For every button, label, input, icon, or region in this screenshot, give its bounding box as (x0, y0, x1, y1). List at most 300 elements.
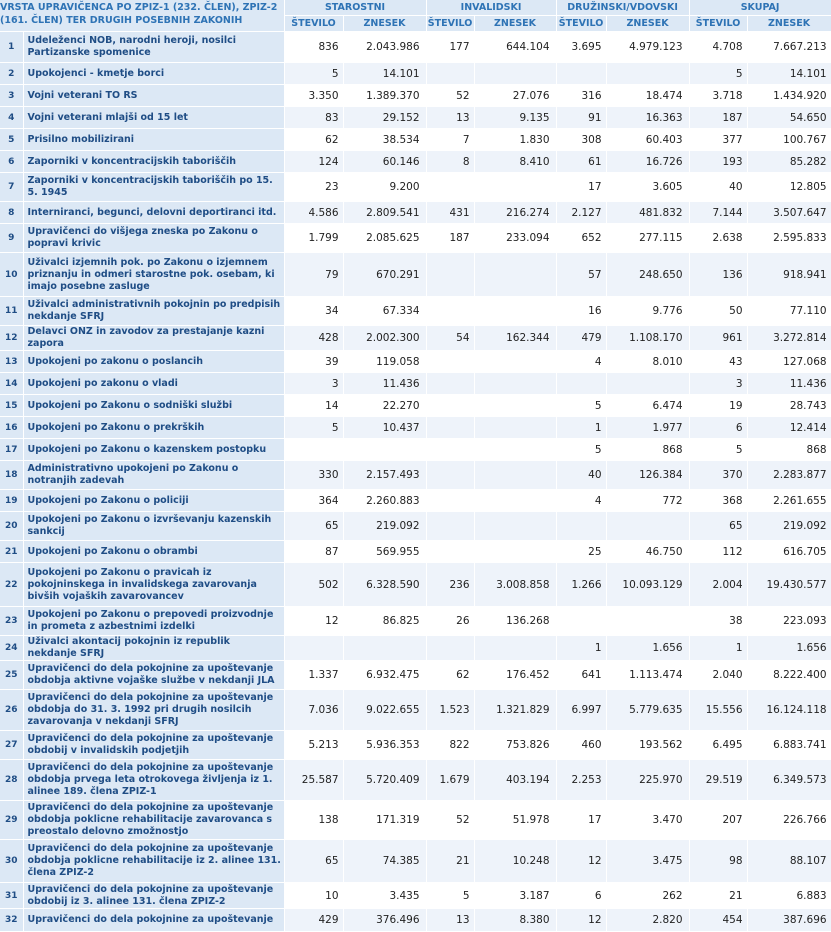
cell-druzinski-stevilo: 12 (556, 840, 606, 883)
cell-starostni-znesek: 5.720.409 (343, 760, 426, 801)
cell-invalidski-stevilo (426, 541, 474, 563)
cell-skupaj-znesek: 223.093 (747, 607, 831, 636)
cell-skupaj-znesek: 88.107 (747, 840, 831, 883)
cell-druzinski-stevilo: 40 (556, 461, 606, 490)
cell-skupaj-stevilo: 40 (689, 173, 747, 202)
table-row (0, 840, 831, 883)
row-number: 23 (0, 607, 23, 636)
cell-druzinski-znesek: 9.776 (606, 297, 689, 326)
cell-invalidski-znesek: 753.826 (474, 731, 556, 760)
cell-skupaj-stevilo: 112 (689, 541, 747, 563)
cell-starostni-znesek: 29.152 (343, 107, 426, 129)
cell-starostni-znesek: 3.435 (343, 883, 426, 909)
cell-invalidski-stevilo (426, 490, 474, 512)
cell-druzinski-stevilo: 652 (556, 224, 606, 253)
cell-skupaj-stevilo: 6 (689, 417, 747, 439)
cell-skupaj-znesek: 7.667.213 (747, 32, 831, 63)
cell-invalidski-znesek (474, 439, 556, 461)
cell-skupaj-stevilo: 6.495 (689, 731, 747, 760)
cell-druzinski-stevilo (556, 63, 606, 85)
cell-starostni-stevilo: 330 (284, 461, 343, 490)
cell-invalidski-znesek: 1.321.829 (474, 690, 556, 731)
cell-skupaj-stevilo: 187 (689, 107, 747, 129)
cell-starostni-znesek: 1.389.370 (343, 85, 426, 107)
cell-skupaj-stevilo: 15.556 (689, 690, 747, 731)
cell-skupaj-znesek: 77.110 (747, 297, 831, 326)
cell-druzinski-stevilo: 3.695 (556, 32, 606, 63)
cell-druzinski-znesek (606, 512, 689, 541)
cell-starostni-stevilo: 87 (284, 541, 343, 563)
cell-starostni-stevilo: 3.350 (284, 85, 343, 107)
cell-druzinski-stevilo: 6 (556, 883, 606, 909)
cell-druzinski-stevilo: 61 (556, 151, 606, 173)
group-header-druzinski: DRUŽINSKI/VDOVSKI (556, 0, 689, 16)
row-description: Upravičenci do dela pokojnine za upoštevanje obdobja aktivne vojaške službe v nekdanji JLA (23, 661, 284, 690)
row-number: 28 (0, 760, 23, 801)
table-row (0, 326, 831, 351)
row-description: Uživalci administrativnih pokojnin po predpisih nekdanje SFRJ (23, 297, 284, 326)
cell-druzinski-znesek: 868 (606, 439, 689, 461)
cell-starostni-znesek: 10.437 (343, 417, 426, 439)
cell-starostni-znesek: 219.092 (343, 512, 426, 541)
cell-starostni-stevilo (284, 439, 343, 461)
cell-starostni-stevilo: 65 (284, 512, 343, 541)
cell-skupaj-stevilo: 21 (689, 883, 747, 909)
row-number: 18 (0, 461, 23, 490)
cell-starostni-znesek: 9.022.655 (343, 690, 426, 731)
cell-skupaj-znesek: 1.656 (747, 636, 831, 661)
row-number: 20 (0, 512, 23, 541)
cell-starostni-znesek: 569.955 (343, 541, 426, 563)
cell-starostni-stevilo: 25.587 (284, 760, 343, 801)
cell-starostni-stevilo: 83 (284, 107, 343, 129)
row-description: Upravičenci do dela pokojnine za upoštevanje obdobja poklicne rehabilitacije iz 2. alinee 131. člena ZPIZ-2 (23, 840, 284, 883)
cell-skupaj-stevilo: 2.004 (689, 563, 747, 607)
cell-druzinski-stevilo (556, 373, 606, 395)
cell-druzinski-znesek: 10.093.129 (606, 563, 689, 607)
cell-invalidski-znesek: 51.978 (474, 801, 556, 840)
cell-invalidski-znesek: 176.452 (474, 661, 556, 690)
table-row (0, 661, 831, 690)
cell-invalidski-stevilo: 431 (426, 202, 474, 224)
row-number: 16 (0, 417, 23, 439)
row-description: Upravičenci do dela pokojnine za upoštevanje (23, 909, 284, 932)
cell-starostni-znesek: 74.385 (343, 840, 426, 883)
cell-skupaj-znesek: 2.283.877 (747, 461, 831, 490)
cell-skupaj-stevilo: 7.144 (689, 202, 747, 224)
cell-starostni-znesek (343, 636, 426, 661)
cell-starostni-znesek: 6.328.590 (343, 563, 426, 607)
row-number: 22 (0, 563, 23, 607)
cell-starostni-znesek (343, 439, 426, 461)
cell-druzinski-stevilo: 1.266 (556, 563, 606, 607)
row-number: 4 (0, 107, 23, 129)
row-number: 21 (0, 541, 23, 563)
row-description: Delavci ONZ in zavodov za prestajanje kazni zapora (23, 326, 284, 351)
cell-invalidski-znesek: 136.268 (474, 607, 556, 636)
cell-skupaj-znesek: 1.434.920 (747, 85, 831, 107)
row-description: Upokojenci - kmetje borci (23, 63, 284, 85)
cell-druzinski-znesek: 2.820 (606, 909, 689, 932)
cell-skupaj-znesek: 12.414 (747, 417, 831, 439)
row-description: Upokojeni po zakonu o vladi (23, 373, 284, 395)
cell-druzinski-znesek: 481.832 (606, 202, 689, 224)
row-number: 32 (0, 909, 23, 932)
row-number: 9 (0, 224, 23, 253)
table-row (0, 395, 831, 417)
row-description: Upokojeni po Zakonu o kazenskem postopku (23, 439, 284, 461)
cell-starostni-znesek: 86.825 (343, 607, 426, 636)
row-description: Upokojeni po Zakonu o obrambi (23, 541, 284, 563)
cell-invalidski-znesek (474, 351, 556, 373)
cell-invalidski-znesek (474, 395, 556, 417)
cell-starostni-stevilo: 12 (284, 607, 343, 636)
row-description: Vojni veterani mlajši od 15 let (23, 107, 284, 129)
cell-druzinski-stevilo: 5 (556, 395, 606, 417)
cell-starostni-znesek: 11.436 (343, 373, 426, 395)
cell-druzinski-znesek: 277.115 (606, 224, 689, 253)
cell-invalidski-znesek (474, 417, 556, 439)
cell-starostni-znesek: 119.058 (343, 351, 426, 373)
row-number: 24 (0, 636, 23, 661)
cell-starostni-znesek: 6.932.475 (343, 661, 426, 690)
table-header (0, 0, 831, 32)
cell-starostni-stevilo: 3 (284, 373, 343, 395)
cell-starostni-stevilo: 124 (284, 151, 343, 173)
cell-starostni-stevilo: 79 (284, 253, 343, 297)
cell-skupaj-znesek: 6.349.573 (747, 760, 831, 801)
cell-starostni-znesek: 38.534 (343, 129, 426, 151)
cell-skupaj-stevilo: 5 (689, 63, 747, 85)
cell-druzinski-znesek (606, 607, 689, 636)
cell-invalidski-znesek (474, 461, 556, 490)
cell-invalidski-znesek: 644.104 (474, 32, 556, 63)
cell-starostni-znesek: 2.809.541 (343, 202, 426, 224)
cell-druzinski-stevilo: 308 (556, 129, 606, 151)
subheader-znesek: ZNESEK (747, 16, 831, 32)
row-description: Interniranci, begunci, delovni deportiranci itd. (23, 202, 284, 224)
cell-invalidski-stevilo: 187 (426, 224, 474, 253)
cell-invalidski-stevilo: 52 (426, 85, 474, 107)
cell-druzinski-stevilo: 17 (556, 801, 606, 840)
cell-druzinski-znesek: 4.979.123 (606, 32, 689, 63)
cell-starostni-stevilo: 1.337 (284, 661, 343, 690)
cell-druzinski-znesek: 772 (606, 490, 689, 512)
cell-skupaj-znesek: 19.430.577 (747, 563, 831, 607)
cell-skupaj-stevilo: 454 (689, 909, 747, 932)
cell-invalidski-znesek: 216.274 (474, 202, 556, 224)
row-description: Upokojeni po Zakonu o izvrševanju kazenskih sankcij (23, 512, 284, 541)
cell-invalidski-stevilo: 26 (426, 607, 474, 636)
cell-starostni-znesek: 14.101 (343, 63, 426, 85)
subheader-znesek: ZNESEK (343, 16, 426, 32)
cell-invalidski-stevilo (426, 417, 474, 439)
cell-invalidski-znesek (474, 490, 556, 512)
table-row (0, 731, 831, 760)
cell-druzinski-znesek: 16.363 (606, 107, 689, 129)
cell-druzinski-stevilo: 1 (556, 417, 606, 439)
row-description: Upokojeni po Zakonu o pravicah iz pokojninskega in invalidskega zavarovanja bivših vojaških zavarovancev (23, 563, 284, 607)
cell-skupaj-stevilo: 5 (689, 439, 747, 461)
cell-skupaj-znesek: 6.883.741 (747, 731, 831, 760)
cell-starostni-znesek: 67.334 (343, 297, 426, 326)
cell-invalidski-stevilo: 62 (426, 661, 474, 690)
cell-invalidski-znesek: 8.410 (474, 151, 556, 173)
cell-invalidski-znesek: 8.380 (474, 909, 556, 932)
cell-druzinski-znesek: 248.650 (606, 253, 689, 297)
cell-invalidski-znesek: 10.248 (474, 840, 556, 883)
table-row (0, 490, 831, 512)
table-row (0, 909, 831, 932)
cell-skupaj-stevilo: 2.638 (689, 224, 747, 253)
row-number: 13 (0, 351, 23, 373)
cell-starostni-stevilo: 428 (284, 326, 343, 351)
row-description: Zaporniki v koncentracijskih taboriščih (23, 151, 284, 173)
table-row (0, 417, 831, 439)
cell-invalidski-znesek: 403.194 (474, 760, 556, 801)
cell-druzinski-znesek: 8.010 (606, 351, 689, 373)
cell-skupaj-stevilo: 19 (689, 395, 747, 417)
cell-invalidski-stevilo (426, 636, 474, 661)
cell-skupaj-znesek: 6.883 (747, 883, 831, 909)
table-row (0, 253, 831, 297)
cell-starostni-stevilo: 5 (284, 417, 343, 439)
cell-invalidski-stevilo: 54 (426, 326, 474, 351)
cell-starostni-stevilo (284, 636, 343, 661)
row-description: Administrativno upokojeni po Zakonu o notranjih zadevah (23, 461, 284, 490)
cell-starostni-znesek: 2.002.300 (343, 326, 426, 351)
cell-starostni-znesek: 2.085.625 (343, 224, 426, 253)
cell-druzinski-stevilo (556, 607, 606, 636)
cell-starostni-stevilo: 65 (284, 840, 343, 883)
cell-skupaj-stevilo: 4.708 (689, 32, 747, 63)
cell-skupaj-znesek: 54.650 (747, 107, 831, 129)
cell-skupaj-stevilo: 207 (689, 801, 747, 840)
row-description: Upokojeni po Zakonu o policiji (23, 490, 284, 512)
cell-invalidski-stevilo (426, 461, 474, 490)
cell-druzinski-stevilo: 4 (556, 351, 606, 373)
cell-skupaj-znesek: 100.767 (747, 129, 831, 151)
cell-skupaj-znesek: 127.068 (747, 351, 831, 373)
group-header-invalidski: INVALIDSKI (426, 0, 556, 16)
cell-starostni-znesek: 171.319 (343, 801, 426, 840)
row-description: Upravičenci do dela pokojnine za upoštevanje obdobja poklicne rehabilitacije zavarovanca s preostalo delovno zmožnostjo (23, 801, 284, 840)
cell-druzinski-znesek: 3.605 (606, 173, 689, 202)
table-row (0, 32, 831, 63)
table-row (0, 801, 831, 840)
cell-druzinski-znesek: 225.970 (606, 760, 689, 801)
row-number: 2 (0, 63, 23, 85)
row-number: 1 (0, 32, 23, 63)
row-number: 14 (0, 373, 23, 395)
subheader-znesek: ZNESEK (606, 16, 689, 32)
cell-invalidski-znesek (474, 636, 556, 661)
table-row (0, 373, 831, 395)
cell-invalidski-stevilo: 5 (426, 883, 474, 909)
row-number: 29 (0, 801, 23, 840)
row-description: Upravičenci do dela pokojnine za upoštevanje obdobja prvega leta otrokovega življenja iz 1. alinee 189. člena ZPIZ-1 (23, 760, 284, 801)
cell-invalidski-stevilo (426, 512, 474, 541)
cell-skupaj-znesek: 387.696 (747, 909, 831, 932)
cell-invalidski-stevilo (426, 173, 474, 202)
row-description: Upravičenci do dela pokojnine za upoštevanje obdobij v invalidskih podjetjih (23, 731, 284, 760)
table-row (0, 297, 831, 326)
cell-invalidski-znesek: 162.344 (474, 326, 556, 351)
cell-invalidski-stevilo (426, 439, 474, 461)
cell-druzinski-znesek: 1.656 (606, 636, 689, 661)
cell-invalidski-znesek (474, 253, 556, 297)
cell-starostni-stevilo: 23 (284, 173, 343, 202)
cell-starostni-stevilo: 502 (284, 563, 343, 607)
cell-skupaj-znesek: 616.705 (747, 541, 831, 563)
cell-skupaj-stevilo: 38 (689, 607, 747, 636)
cell-invalidski-znesek (474, 373, 556, 395)
cell-invalidski-stevilo (426, 297, 474, 326)
cell-druzinski-znesek (606, 373, 689, 395)
row-description: Upokojeni po Zakonu o prekrških (23, 417, 284, 439)
cell-skupaj-znesek: 12.805 (747, 173, 831, 202)
cell-skupaj-stevilo: 29.519 (689, 760, 747, 801)
cell-skupaj-znesek: 918.941 (747, 253, 831, 297)
table-row (0, 636, 831, 661)
row-number: 26 (0, 690, 23, 731)
cell-skupaj-stevilo: 1 (689, 636, 747, 661)
cell-druzinski-stevilo (556, 512, 606, 541)
cell-druzinski-stevilo: 91 (556, 107, 606, 129)
row-description: Prisilno mobilizirani (23, 129, 284, 151)
row-number: 25 (0, 661, 23, 690)
cell-druzinski-stevilo: 57 (556, 253, 606, 297)
table-row (0, 85, 831, 107)
cell-skupaj-znesek: 3.272.814 (747, 326, 831, 351)
cell-druzinski-stevilo: 316 (556, 85, 606, 107)
cell-starostni-znesek: 5.936.353 (343, 731, 426, 760)
cell-skupaj-stevilo: 3 (689, 373, 747, 395)
cell-starostni-stevilo: 4.586 (284, 202, 343, 224)
cell-invalidski-stevilo: 7 (426, 129, 474, 151)
cell-druzinski-stevilo: 5 (556, 439, 606, 461)
subheader-stevilo: ŠTEVILO (556, 16, 606, 32)
cell-invalidski-znesek: 27.076 (474, 85, 556, 107)
row-description: Vojni veterani TO RS (23, 85, 284, 107)
cell-druzinski-stevilo: 25 (556, 541, 606, 563)
cell-starostni-znesek: 670.291 (343, 253, 426, 297)
group-header-starostni: STAROSTNI (284, 0, 426, 16)
cell-invalidski-stevilo: 177 (426, 32, 474, 63)
cell-starostni-stevilo: 5 (284, 63, 343, 85)
cell-skupaj-znesek: 28.743 (747, 395, 831, 417)
cell-skupaj-znesek: 219.092 (747, 512, 831, 541)
cell-skupaj-stevilo: 377 (689, 129, 747, 151)
cell-druzinski-znesek (606, 63, 689, 85)
cell-invalidski-stevilo: 21 (426, 840, 474, 883)
table-row (0, 512, 831, 541)
cell-starostni-znesek: 376.496 (343, 909, 426, 932)
table-body (0, 32, 831, 932)
row-description: Uživalci akontacij pokojnin iz republik nekdanje SFRJ (23, 636, 284, 661)
cell-invalidski-znesek (474, 173, 556, 202)
table-row (0, 173, 831, 202)
cell-skupaj-stevilo: 2.040 (689, 661, 747, 690)
cell-druzinski-znesek: 262 (606, 883, 689, 909)
table-row (0, 461, 831, 490)
table-row (0, 563, 831, 607)
cell-invalidski-znesek: 233.094 (474, 224, 556, 253)
cell-starostni-stevilo: 138 (284, 801, 343, 840)
table-row (0, 883, 831, 909)
table-title: VRSTA UPRAVIČENCA PO ZPIZ-1 (232. ČLEN), ZPIZ-2 (161. ČLEN) TER DRUGIH POSEBNIH ZAKONIH (0, 0, 284, 32)
cell-skupaj-znesek: 2.595.833 (747, 224, 831, 253)
cell-druzinski-znesek: 16.726 (606, 151, 689, 173)
cell-starostni-stevilo: 10 (284, 883, 343, 909)
row-number: 17 (0, 439, 23, 461)
table-row (0, 541, 831, 563)
cell-invalidski-znesek: 3.187 (474, 883, 556, 909)
cell-starostni-znesek: 9.200 (343, 173, 426, 202)
cell-druzinski-stevilo: 1 (556, 636, 606, 661)
cell-druzinski-znesek: 5.779.635 (606, 690, 689, 731)
row-number: 12 (0, 326, 23, 351)
row-number: 19 (0, 490, 23, 512)
cell-starostni-znesek: 22.270 (343, 395, 426, 417)
cell-starostni-stevilo: 1.799 (284, 224, 343, 253)
table-row (0, 439, 831, 461)
cell-druzinski-stevilo: 460 (556, 731, 606, 760)
row-description: Uživalci izjemnih pok. po Zakonu o izjemnem priznanju in odmeri starostne pok. osebam, ki imajo posebne zasluge (23, 253, 284, 297)
cell-invalidski-stevilo: 822 (426, 731, 474, 760)
cell-skupaj-stevilo: 961 (689, 326, 747, 351)
cell-druzinski-stevilo: 16 (556, 297, 606, 326)
cell-druzinski-stevilo: 641 (556, 661, 606, 690)
cell-invalidski-stevilo: 13 (426, 909, 474, 932)
cell-starostni-stevilo: 7.036 (284, 690, 343, 731)
cell-starostni-znesek: 2.157.493 (343, 461, 426, 490)
cell-skupaj-znesek: 85.282 (747, 151, 831, 173)
cell-druzinski-znesek: 3.470 (606, 801, 689, 840)
cell-skupaj-stevilo: 50 (689, 297, 747, 326)
table-row (0, 107, 831, 129)
cell-invalidski-znesek (474, 297, 556, 326)
row-description: Upokojeni po Zakonu o sodniški službi (23, 395, 284, 417)
cell-skupaj-znesek: 14.101 (747, 63, 831, 85)
cell-druzinski-znesek: 126.384 (606, 461, 689, 490)
row-description: Upravičenci do dela pokojnine za upoštevanje obdobij iz 3. alinee 131. člena ZPIZ-2 (23, 883, 284, 909)
cell-skupaj-znesek: 868 (747, 439, 831, 461)
row-description: Zaporniki v koncentracijskih taboriščih po 15. 5. 1945 (23, 173, 284, 202)
cell-skupaj-stevilo: 136 (689, 253, 747, 297)
cell-invalidski-stevilo: 236 (426, 563, 474, 607)
cell-starostni-znesek: 2.260.883 (343, 490, 426, 512)
cell-invalidski-stevilo (426, 63, 474, 85)
cell-starostni-stevilo: 62 (284, 129, 343, 151)
cell-druzinski-stevilo: 12 (556, 909, 606, 932)
cell-skupaj-znesek: 2.261.655 (747, 490, 831, 512)
cell-starostni-stevilo: 429 (284, 909, 343, 932)
cell-skupaj-stevilo: 98 (689, 840, 747, 883)
cell-druzinski-stevilo: 2.127 (556, 202, 606, 224)
row-number: 8 (0, 202, 23, 224)
cell-skupaj-znesek: 11.436 (747, 373, 831, 395)
cell-invalidski-stevilo (426, 373, 474, 395)
cell-invalidski-znesek (474, 63, 556, 85)
table-row (0, 351, 831, 373)
row-number: 15 (0, 395, 23, 417)
cell-invalidski-znesek (474, 541, 556, 563)
cell-skupaj-znesek: 3.507.647 (747, 202, 831, 224)
cell-invalidski-znesek: 1.830 (474, 129, 556, 151)
cell-invalidski-stevilo: 13 (426, 107, 474, 129)
cell-invalidski-stevilo: 52 (426, 801, 474, 840)
